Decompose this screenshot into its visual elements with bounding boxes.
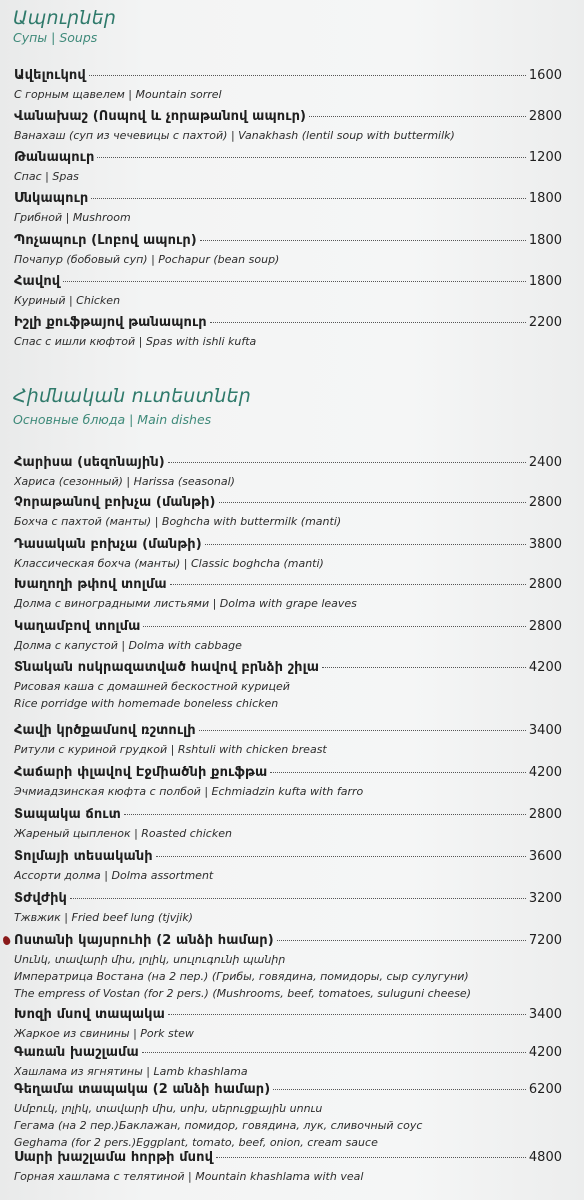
menu-item-line — [14, 1045, 562, 1060]
dot-leader — [70, 898, 526, 899]
menu-item-name: Գառան խաշլամա — [14, 1045, 139, 1060]
menu-item-description: Хашлама из ягнятины | Lamb khashlama — [14, 1065, 248, 1078]
chili-marker-icon — [2, 935, 12, 946]
menu-item-price: 2800 — [528, 619, 562, 634]
menu-item-price: 2200 — [528, 315, 562, 330]
menu-item-description: Тжвжик | Fried beef lung (tjvjik) — [14, 911, 193, 924]
menu-item — [14, 495, 562, 530]
menu-item-price: 3400 — [528, 723, 562, 738]
menu-item-line — [14, 109, 562, 124]
menu-item-description: Ассорти долма | Dolma assortment — [14, 869, 214, 882]
menu-item-description: Императрица Востана (на 2 пер.) (Грибы, говядина, помидоры, сыр сулугуни) — [14, 970, 469, 983]
menu-item-name: Սարի խաշլամա հորթի մսով — [14, 1150, 214, 1165]
menu-item — [14, 150, 562, 185]
dot-leader — [219, 502, 526, 503]
menu-item-name: Հավի կրծքամսով ռշտուլի — [14, 723, 196, 738]
menu-item — [14, 807, 562, 842]
menu-item — [14, 1007, 562, 1042]
menu-item-line — [14, 495, 562, 510]
menu-item-line — [14, 619, 562, 634]
dot-leader — [210, 322, 526, 323]
menu-item-description: Гегама (на 2 пер.)Баклажан, помидор, говядина, лук, сливочный соус — [14, 1119, 423, 1132]
menu-item-name: Հաճարի փլավով Էջմիածնի քուֆթա — [14, 765, 268, 780]
dot-leader — [277, 940, 526, 941]
menu-item-description: Սմբուկ, լոլիկ, տավարի միս, սոխ, սերուցքային սոուս — [14, 1102, 323, 1115]
mains-subtitle: Основные блюда | Main dishes — [13, 412, 212, 427]
menu-item-description: Жареный цыпленок | Roasted chicken — [14, 827, 232, 840]
dot-leader — [200, 240, 526, 241]
menu-item-price: 3400 — [528, 1007, 562, 1022]
menu-item-line — [14, 1150, 562, 1165]
dot-leader — [89, 75, 526, 76]
menu-item-description: Эчмиадзинская кюфта с полбой | Echmiadzin kufta with farro — [14, 785, 364, 798]
soups-subtitle: Супы | Soups — [13, 30, 98, 45]
menu-item-line — [14, 233, 562, 248]
menu-item-name: Խոզի մսով տապակա — [14, 1007, 165, 1022]
dot-leader — [322, 667, 526, 668]
menu-item-description: Бохча с пахтой (манты) | Boghcha with buttermilk (manti) — [14, 515, 342, 528]
menu-item-description: Почапур (бобовый суп) | Pochapur (bean soup) — [14, 253, 280, 266]
menu-item-price: 2800 — [528, 495, 562, 510]
menu-item-line — [14, 723, 562, 738]
menu-item-price: 1800 — [528, 274, 562, 289]
menu-item-name: Ավելուկով — [14, 68, 86, 83]
menu-item-price: 2800 — [528, 807, 562, 822]
menu-item — [14, 315, 562, 350]
dot-leader — [91, 198, 526, 199]
dot-leader — [270, 772, 526, 773]
menu-item-name: Վանախաշ (Ոսպով և չորաթանով ապուր) — [14, 109, 307, 124]
menu-item-description: Ванахаш (суп из чечевицы с пахтой) | Vanakhash (lentil soup with buttermilk) — [14, 129, 455, 142]
menu-item-line — [14, 1082, 562, 1097]
menu-item — [14, 1082, 562, 1151]
menu-item-line — [14, 1007, 562, 1022]
menu-item — [14, 660, 562, 712]
menu-item-line — [14, 765, 562, 780]
menu-item-name: Իշլի քուֆթայով թանապուր — [14, 315, 207, 330]
menu-item-name: Ոստանի կայսրուհի (2 անձի համար) — [14, 933, 274, 948]
menu-item-line — [14, 455, 562, 470]
menu-item-name: Կաղամբով տոլմա — [14, 619, 141, 634]
menu-item-price: 3600 — [528, 849, 562, 864]
menu-item — [14, 1045, 562, 1080]
menu-item-price: 1800 — [528, 191, 562, 206]
menu-item-price: 6200 — [528, 1082, 562, 1097]
dot-leader — [273, 1089, 526, 1090]
dot-leader — [97, 157, 525, 158]
menu-item-price: 3200 — [528, 891, 562, 906]
menu-item — [14, 109, 562, 144]
menu-item-description: Куриный | Chicken — [14, 294, 121, 307]
menu-item-name: Սնկապուր — [14, 191, 89, 206]
menu-item-line — [14, 577, 562, 592]
menu-item — [14, 233, 562, 268]
menu-item-line — [14, 274, 562, 289]
menu-item — [14, 191, 562, 226]
menu-item-description: Горная хашлама с телятиной | Mountain khashlama with veal — [14, 1170, 364, 1183]
dot-leader — [170, 584, 526, 585]
menu-item-price: 1200 — [528, 150, 562, 165]
menu-item — [14, 849, 562, 884]
menu-item — [14, 1150, 562, 1185]
menu-item — [14, 537, 562, 572]
mains-title: Հիմնական ուտեստներ — [13, 385, 251, 407]
menu-item-description: Geghama (for 2 pers.)Eggplant, tomato, beef, onion, cream sauce — [14, 1136, 378, 1149]
menu-item-description: The empress of Vostan (for 2 pers.) (Mushrooms, beef, tomatoes, suluguni cheese) — [14, 987, 471, 1000]
menu-item-price: 4200 — [528, 660, 562, 675]
menu-item-line — [14, 660, 562, 675]
menu-item-description: Սունկ, տավարի միս, լոլիկ, սուլուգունի պանիր — [14, 953, 286, 966]
menu-item-name: Տապակա ճուտ — [14, 807, 121, 822]
menu-item-description: Жаркое из свинины | Pork stew — [14, 1027, 194, 1040]
menu-item — [14, 765, 562, 800]
dot-leader — [205, 544, 526, 545]
menu-item-description: Долма с капустой | Dolma with cabbage — [14, 639, 242, 652]
menu-item-price: 4200 — [528, 1045, 562, 1060]
dot-leader — [143, 626, 525, 627]
menu-item-price: 2800 — [528, 577, 562, 592]
menu-item-price: 4200 — [528, 765, 562, 780]
menu-item-description: Долма с виноградными листьями | Dolma with grape leaves — [14, 597, 357, 610]
menu-item-name: Հարիսա (սեզոնային) — [14, 455, 165, 470]
menu-item-description: Хариса (сезонный) | Harissa (seasonal) — [14, 475, 235, 488]
menu-item-line — [14, 191, 562, 206]
menu-item-line — [14, 537, 562, 552]
menu-item-name: Դասական բոխչա (մանթի) — [14, 537, 202, 552]
menu-item-price: 2400 — [528, 455, 562, 470]
menu-item-name: Գեղամա տապակա (2 անձի համար) — [14, 1082, 271, 1097]
menu-item — [14, 274, 562, 309]
menu-item-description: Rice porridge with homemade boneless chicken — [14, 697, 279, 710]
menu-item-name: Խաղողի թփով տոլմա — [14, 577, 167, 592]
menu-item-price: 3800 — [528, 537, 562, 552]
dot-leader — [142, 1052, 526, 1053]
menu-item-name: Հավով — [14, 274, 61, 289]
dot-leader — [216, 1157, 526, 1158]
menu-item — [14, 455, 562, 490]
menu-item — [14, 933, 562, 1002]
menu-item — [14, 619, 562, 654]
dot-leader — [168, 1014, 526, 1015]
menu-item-line — [14, 849, 562, 864]
menu-item-line — [14, 891, 562, 906]
menu-item-name: Չորաթանով բոխչա (մանթի) — [14, 495, 216, 510]
menu-item — [14, 723, 562, 758]
menu-item-description: Спас с ишли кюфтой | Spas with ishli kufta — [14, 335, 257, 348]
menu-item-price: 1600 — [528, 68, 562, 83]
menu-item-name: Պոչապուր (Լոբով ապուր) — [14, 233, 197, 248]
menu-item-price: 1800 — [528, 233, 562, 248]
dot-leader — [199, 730, 526, 731]
menu-item — [14, 577, 562, 612]
menu-item-line — [14, 807, 562, 822]
menu-item-line — [14, 315, 562, 330]
soups-title: Ապուրներ — [13, 7, 117, 29]
menu-item-name: Տնական ոսկրազատված հավով բրնձի շիլա — [14, 660, 320, 675]
menu-item-description: Ритули с куриной грудкой | Rshtuli with chicken breast — [14, 743, 327, 756]
menu-item-name: Տոլմայի տեսականի — [14, 849, 153, 864]
dot-leader — [168, 462, 526, 463]
menu-item-line — [14, 933, 562, 948]
menu-item-line — [14, 150, 562, 165]
dot-leader — [124, 814, 526, 815]
dot-leader — [156, 856, 526, 857]
menu-item-description: Спас | Spas — [14, 170, 79, 183]
menu-item-name: Թանապուր — [14, 150, 95, 165]
menu-item-price: 4800 — [528, 1150, 562, 1165]
menu-item-description: С горным щавелем | Mountain sorrel — [14, 88, 222, 101]
menu-item-line — [14, 68, 562, 83]
menu-item-description: Классическая бохча (манты) | Classic boghcha (manti) — [14, 557, 324, 570]
menu-item-price: 7200 — [528, 933, 562, 948]
dot-leader — [309, 116, 526, 117]
dot-leader — [63, 281, 526, 282]
menu-item-name: Տժվժիկ — [14, 891, 67, 906]
menu-item-price: 2800 — [528, 109, 562, 124]
menu-item — [14, 891, 562, 926]
menu-item-description: Грибной | Mushroom — [14, 211, 131, 224]
menu-item-description: Рисовая каша с домашней бескостной курицей — [14, 680, 290, 693]
menu-item — [14, 68, 562, 103]
